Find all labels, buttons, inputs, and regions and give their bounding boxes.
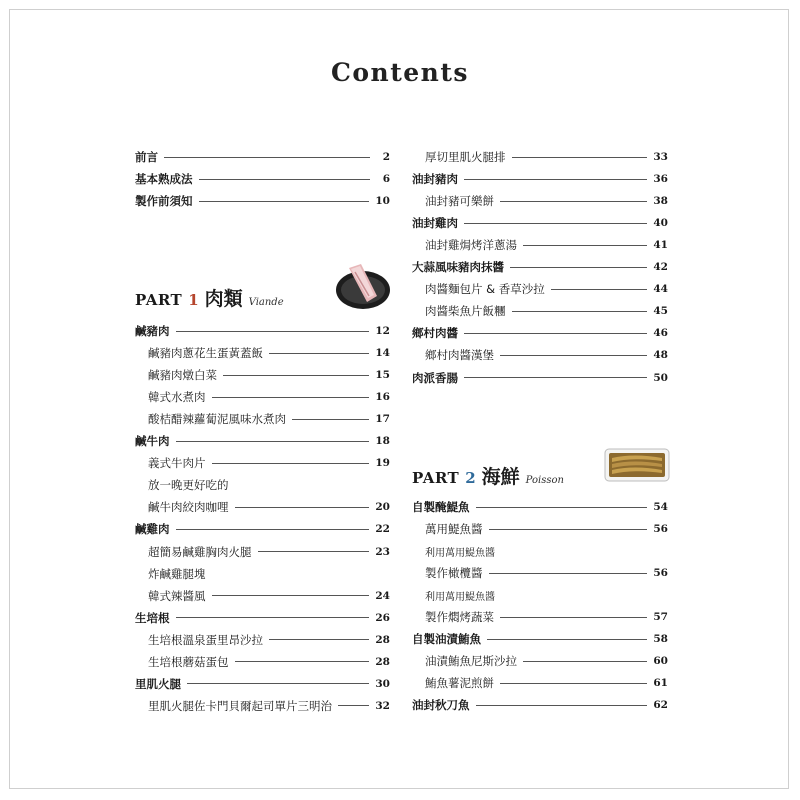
page-number: 28 <box>375 655 390 668</box>
page-number: 36 <box>653 173 668 186</box>
part1-entry-11 <box>148 565 390 583</box>
leader-line <box>269 353 369 354</box>
page-number: 18 <box>375 435 390 448</box>
part1-entry-14 <box>148 631 390 649</box>
page-number: 2 <box>382 151 390 163</box>
leader-line <box>199 179 371 180</box>
leader-line <box>187 683 369 684</box>
page-number: 54 <box>653 501 668 513</box>
recipe-title: 生培根溫泉蛋里昂沙拉 <box>148 632 263 647</box>
part2-entry-1 <box>425 520 668 538</box>
part2-subtitle: Poisson <box>525 475 564 486</box>
recipe-title: 生培根蘑菇蛋包 <box>148 654 229 669</box>
recipe-title: 厚切里肌火腿排 <box>425 150 506 164</box>
part2-heading <box>412 462 564 489</box>
page-number: 44 <box>653 283 668 296</box>
part2-fish-photo <box>604 446 670 484</box>
page-number: 56 <box>653 567 668 580</box>
part2-entry-7 <box>425 652 668 670</box>
part1-subtitle: Viande <box>248 297 284 308</box>
intro-entry-0 <box>135 148 390 166</box>
right-entry-4 <box>425 236 668 254</box>
part1-entry-4 <box>148 410 390 428</box>
recipe-title: 製作燜烤蔬菜 <box>425 610 494 625</box>
page-number: 57 <box>653 611 668 624</box>
leader-line <box>176 617 370 618</box>
page-number: 33 <box>653 151 668 163</box>
page-number: 56 <box>653 523 668 536</box>
recipe-title: 油漬鮪魚尼斯沙拉 <box>425 654 517 669</box>
chapter-title: 生培根 <box>135 610 170 625</box>
recipe-title: 炸鹹雞腿塊 <box>148 566 206 581</box>
right-entry-1 <box>412 170 668 188</box>
leader-line <box>212 463 370 464</box>
page-number: 62 <box>653 699 668 712</box>
page-number: 40 <box>653 217 668 230</box>
page-number: 45 <box>653 305 668 318</box>
chapter-title: 油封秋刀魚 <box>412 698 470 713</box>
page-number: 19 <box>375 457 390 470</box>
page-number: 32 <box>375 699 390 712</box>
leader-line <box>476 705 648 706</box>
part1-entry-8 <box>148 498 390 516</box>
leader-line <box>258 551 370 552</box>
part1-entry-3 <box>148 388 390 406</box>
chapter-title: 自製油漬鮪魚 <box>412 632 481 647</box>
part1-entry-5 <box>135 432 390 450</box>
leader-line <box>489 573 648 574</box>
page-number: 46 <box>653 327 668 340</box>
recipe-title: 利用萬用鯷魚醬 <box>425 547 495 559</box>
part1-entry-7 <box>148 476 390 494</box>
leader-line <box>464 377 647 378</box>
page-number: 10 <box>375 195 390 208</box>
right-entry-0 <box>425 148 668 166</box>
part1-meat-photo <box>333 258 393 314</box>
leader-line <box>523 245 647 246</box>
part1-heading <box>135 284 284 311</box>
part1-word: PART <box>135 291 183 309</box>
page-number: 20 <box>375 501 390 514</box>
chapter-title: 鄉村肉醬 <box>412 326 458 341</box>
page-number: 14 <box>375 347 390 360</box>
leader-line <box>464 223 647 224</box>
part2-entry-8 <box>425 674 668 692</box>
recipe-title: 肉醬麵包片 & 香草沙拉 <box>425 282 545 297</box>
recipe-title: 製作橄欖醬 <box>425 566 483 581</box>
leader-line <box>500 355 647 356</box>
part1-entry-16 <box>135 675 390 693</box>
page-number: 24 <box>375 589 390 602</box>
chapter-title: 自製醃鯷魚 <box>412 500 470 514</box>
part1-number: 1 <box>188 291 199 309</box>
leader-line <box>212 595 370 596</box>
part1-entry-13 <box>135 609 390 627</box>
part1-entry-10 <box>148 543 390 561</box>
page-number: 58 <box>653 633 668 646</box>
page-number: 60 <box>653 655 668 668</box>
recipe-title: 油封豬可樂餅 <box>425 194 494 209</box>
chapter-title: 肉派香腸 <box>412 370 458 385</box>
leader-line <box>464 333 647 334</box>
recipe-title: 油封雞焗烤洋蔥湯 <box>425 238 517 253</box>
page-number: 17 <box>375 413 390 426</box>
page-number: 42 <box>653 261 668 274</box>
leader-line <box>500 617 647 618</box>
chapter-title: 鹹雞肉 <box>135 522 170 537</box>
intro-entry-1 <box>135 170 390 188</box>
part2-entry-9 <box>412 696 668 714</box>
page-number: 61 <box>653 677 668 690</box>
page-number: 41 <box>653 239 668 252</box>
right-entry-5 <box>412 258 668 276</box>
chapter-title: 前言 <box>135 150 158 164</box>
leader-line <box>512 311 648 312</box>
page-number: 48 <box>653 349 668 362</box>
leader-line <box>338 705 369 706</box>
chapter-title: 大蒜風味豬肉抹醬 <box>412 260 504 275</box>
right-entry-10 <box>412 369 668 387</box>
leader-line <box>212 397 370 398</box>
page-number: 6 <box>382 173 390 186</box>
page-number: 26 <box>375 611 390 624</box>
leader-line <box>176 441 370 442</box>
leader-line <box>269 639 369 640</box>
part2-word: PART <box>412 469 460 487</box>
recipe-title: 肉醬柴魚片飯糰 <box>425 304 506 319</box>
leader-line <box>199 201 370 202</box>
chapter-title: 鹹牛肉 <box>135 434 170 449</box>
recipe-title: 鄉村肉醬漢堡 <box>425 348 494 363</box>
recipe-title: 利用萬用鯷魚醬 <box>425 591 495 603</box>
chapter-title: 油封豬肉 <box>412 172 458 187</box>
chapter-title: 製作前須知 <box>135 194 193 209</box>
leader-line <box>510 267 647 268</box>
part1-entry-2 <box>148 366 390 384</box>
part1-entry-0 <box>135 322 390 340</box>
leader-line <box>500 201 647 202</box>
part2-title: 海鮮 <box>481 466 520 488</box>
right-entry-2 <box>425 192 668 210</box>
leader-line <box>476 507 648 508</box>
chapter-title: 油封雞肉 <box>412 216 458 231</box>
recipe-title: 酸桔醋辣蘿蔔泥風味水煮肉 <box>148 412 286 427</box>
right-entry-8 <box>412 324 668 342</box>
recipe-title: 鹹豬肉燉白菜 <box>148 368 217 383</box>
leader-line <box>176 331 370 332</box>
page-number: 50 <box>653 371 668 384</box>
intro-entry-2 <box>135 192 390 210</box>
leader-line <box>235 661 370 662</box>
part2-entry-6 <box>412 630 668 648</box>
recipe-title: 超簡易鹹雞胸肉火腿 <box>148 544 252 559</box>
page-number: 22 <box>375 523 390 536</box>
recipe-title: 義式牛肉片 <box>148 456 206 471</box>
page-number: 30 <box>375 677 390 690</box>
part1-entry-6 <box>148 454 390 472</box>
leader-line <box>489 529 648 530</box>
part1-title: 肉類 <box>204 288 243 310</box>
part2-number: 2 <box>465 469 476 487</box>
page-frame <box>9 9 789 789</box>
page-number: 38 <box>653 195 668 208</box>
recipe-title: 鮪魚薯泥煎餅 <box>425 676 494 691</box>
part2-entry-5 <box>425 608 668 626</box>
recipe-title: 韓式水煮肉 <box>148 390 206 405</box>
leader-line <box>500 683 647 684</box>
part2-entry-4 <box>425 586 668 604</box>
part1-entry-15 <box>148 653 390 671</box>
leader-line <box>176 529 370 530</box>
chapter-title: 鹹豬肉 <box>135 324 170 338</box>
right-entry-7 <box>425 302 668 320</box>
part1-entry-12 <box>148 587 390 605</box>
leader-line <box>235 507 370 508</box>
leader-line <box>512 157 648 158</box>
recipe-title: 鹹豬肉蔥花生蛋黃蓋飯 <box>148 346 263 361</box>
leader-line <box>523 661 647 662</box>
right-entry-9 <box>425 346 668 364</box>
page-number: 12 <box>375 325 390 337</box>
page-title: Contents <box>330 58 469 87</box>
leader-line <box>551 289 648 290</box>
leader-line <box>487 639 647 640</box>
part2-entry-3 <box>425 564 668 582</box>
part1-entry-17 <box>148 697 390 715</box>
part1-entry-1 <box>148 344 390 362</box>
chapter-title: 里肌火腿 <box>135 676 181 691</box>
recipe-title: 鹹牛肉絞肉咖哩 <box>148 500 229 515</box>
recipe-title: 放一晚更好吃的 <box>148 478 229 493</box>
leader-line <box>164 157 370 158</box>
recipe-title: 韓式辣醬風 <box>148 588 206 603</box>
part2-entry-2 <box>425 542 668 560</box>
right-entry-6 <box>425 280 668 298</box>
right-entry-3 <box>412 214 668 232</box>
chapter-title: 基本熟成法 <box>135 172 193 187</box>
part1-entry-9 <box>135 520 390 538</box>
part2-entry-0 <box>412 498 668 516</box>
leader-line <box>223 375 369 376</box>
page-number: 16 <box>375 391 390 404</box>
recipe-title: 萬用鯷魚醬 <box>425 522 483 537</box>
page-number: 28 <box>375 633 390 646</box>
page-number: 15 <box>375 369 390 382</box>
leader-line <box>464 179 647 180</box>
page-number: 23 <box>375 545 390 558</box>
leader-line <box>292 419 369 420</box>
recipe-title: 里肌火腿佐卡門貝爾起司單片三明治 <box>148 698 332 713</box>
